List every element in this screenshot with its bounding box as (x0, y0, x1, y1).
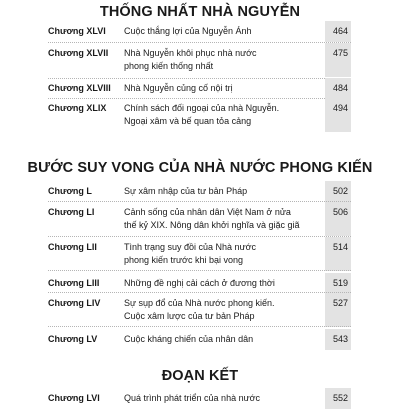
page-number: 527 (325, 293, 351, 327)
dotted-divider (48, 201, 351, 202)
section-title: ĐOẠN KẾT (161, 368, 239, 384)
chapter-description: Cuộc kháng chiến của nhân dân (124, 334, 254, 344)
chapter-label: Chương LV (48, 334, 98, 344)
dotted-divider (48, 98, 351, 99)
page-number: 506 (325, 202, 351, 236)
dotted-divider (48, 42, 351, 43)
page-number: 502 (325, 181, 351, 202)
section-title: THỐNG NHẤT NHÀ NGUYỄN (99, 4, 301, 20)
dotted-divider (48, 270, 351, 271)
chapter-label: Chương LVI (48, 393, 100, 403)
dotted-divider (48, 78, 351, 79)
chapter-description: Những đề nghị cải cách ở đương thời (124, 278, 275, 288)
chapter-label: Chương XLVI (48, 26, 106, 36)
page-number: 552 (325, 388, 351, 409)
dotted-divider (48, 326, 351, 327)
page-number: 514 (325, 237, 351, 271)
chapter-description: Cảnh sống của nhân dân Việt Nam ở nửa thế kỷ XIX. Nông dân khởi nghĩa và giặc giã (124, 207, 300, 230)
chapter-description: Nhà Nguyễn củng cố nội trị (124, 83, 233, 93)
chapter-label: Chương XLVII (48, 48, 109, 58)
chapter-label: Chương LII (48, 242, 97, 252)
chapter-description: Cuộc thắng lợi của Nguyễn Ánh (124, 26, 252, 36)
page-number: 494 (325, 98, 351, 132)
section-title: BƯỚC SUY VONG CỦA NHÀ NƯỚC PHONG KIẾN (27, 160, 373, 176)
chapter-label: Chương LIV (48, 298, 101, 308)
chapter-label: Chương L (48, 186, 92, 196)
chapter-description: Tình trạng suy đồi của Nhà nước phong kiến trước khi bại vong (124, 242, 256, 265)
page-number: 543 (325, 329, 351, 350)
page-number: 519 (325, 273, 351, 294)
chapter-description: Sự sụp đổ của Nhà nước phong kiến. Cuộc xâm lược của tư bản Pháp (124, 298, 275, 321)
chapter-label: Chương LIII (48, 278, 100, 288)
chapter-description: Chính sách đối ngoại của nhà Nguyễn. Ngoại xâm và bế quan tỏa cảng (124, 103, 280, 126)
chapter-description: Nhà Nguyễn khôi phục nhà nước phong kiến thống nhất (124, 48, 257, 71)
page-number: 464 (325, 21, 351, 42)
dotted-divider (48, 292, 351, 293)
chapter-label: Chương LI (48, 207, 95, 217)
dotted-divider (48, 236, 351, 237)
page-number: 475 (325, 43, 351, 77)
chapter-label: Chương XLIX (48, 103, 107, 113)
page-number: 484 (325, 78, 351, 99)
chapter-description: Sự xâm nhập của tư bản Pháp (124, 186, 248, 196)
chapter-description: Quá trình phát triển của nhà nước (124, 393, 261, 403)
chapter-label: Chương XLVIII (48, 83, 111, 93)
